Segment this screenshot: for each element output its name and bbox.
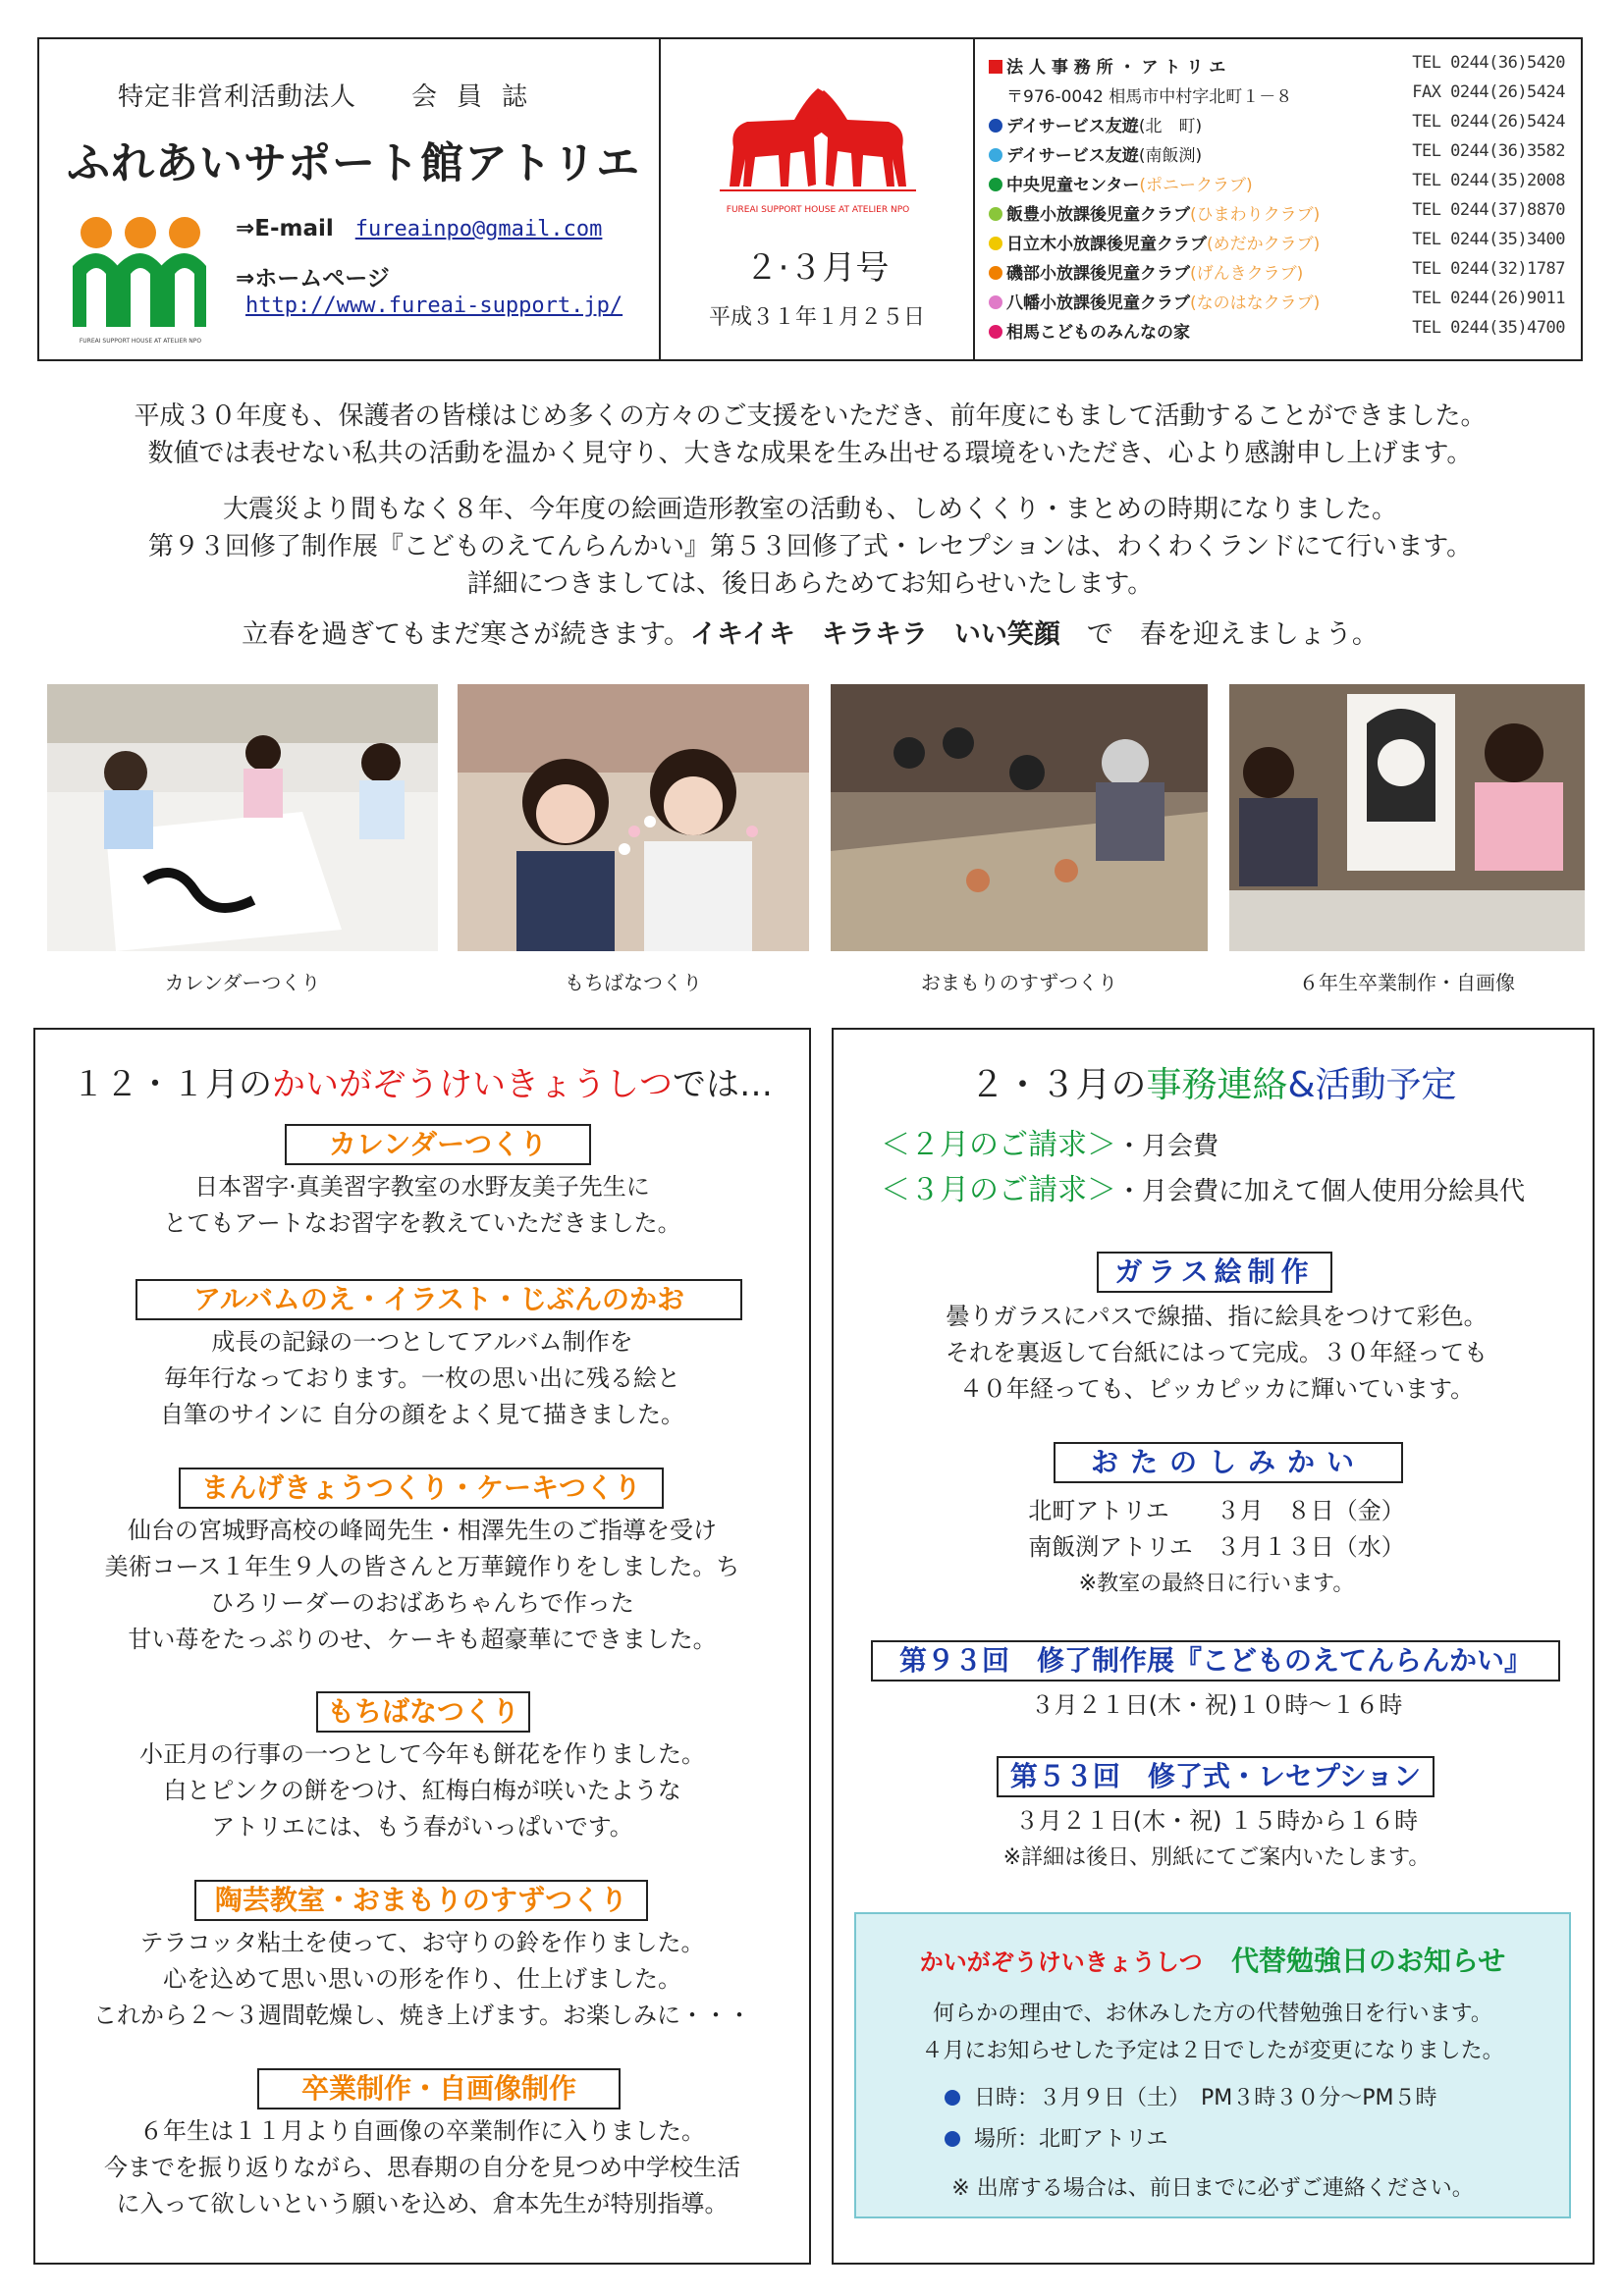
section-text: 日本習字·真美習字教室の水野友美子先生に とてもアートなお習字を教えていただきました。 bbox=[163, 1173, 681, 1237]
bullet-icon bbox=[989, 207, 1002, 221]
directory-row: 八幡小放課後児童クラブ(なのはなクラブ) TEL 0244(26)9011 bbox=[989, 289, 1571, 318]
directory-row: 中央児童センター(ポニークラブ) TEL 0244(35)2008 bbox=[989, 171, 1571, 200]
photo-caption: カレンダーつくり bbox=[164, 971, 321, 994]
section-heading: アルバムのえ・イラスト・じぶんのかお bbox=[135, 1279, 742, 1320]
section-heading: まんげきょうつくり・ケーキつくり bbox=[179, 1468, 664, 1509]
section-text: 小正月の行事の一つとして今年も餅花を作りました。 白とピンクの餅をつけ、紅梅白梅が咲いたような アトリエには、もう春がいっぱいです。 bbox=[139, 1740, 705, 1841]
red-square-icon bbox=[989, 60, 1002, 74]
section-heading: 第９３回 修了制作展『こどものえてんらんかい』 bbox=[871, 1640, 1560, 1682]
activity-report-panel bbox=[33, 1028, 811, 2265]
directory-row: 法 人 事 務 所 ・ ア ト リ エ TEL 0244(36)5420 bbox=[989, 53, 1571, 82]
makeup-class-notice bbox=[854, 1912, 1571, 2218]
activity-report-title: １２・１月のかいがぞうけいきょうしつでは… bbox=[72, 1065, 773, 1104]
homepage-row bbox=[245, 293, 623, 318]
section-text: ３月２１日(木・祝)１０時～１６時 bbox=[1030, 1691, 1403, 1719]
notice-date: 日時：３月９日（土） PM３時３０分～PM５時 bbox=[945, 2081, 1437, 2111]
section-text: ６年生は１１月より自画像の卒業制作に入りました。 今までを振り返りながら、思春期の自分を見つめ中学校生活 に入って欲しいという願いを込め、倉本先生が特別指導。 bbox=[104, 2117, 740, 2217]
photo-self-portrait bbox=[1229, 684, 1585, 951]
email-row bbox=[236, 216, 602, 241]
photo-caption: ６年生卒業制作・自画像 bbox=[1299, 971, 1515, 994]
bullet-icon bbox=[989, 237, 1002, 250]
notice-place: 場所：北町アトリエ bbox=[945, 2122, 1168, 2153]
bullet-icon bbox=[989, 148, 1002, 162]
photo-mochibana bbox=[458, 684, 809, 951]
directory-row: 磯部小放課後児童クラブ(げんきクラブ) TEL 0244(32)1787 bbox=[989, 259, 1571, 289]
bullet-icon bbox=[989, 178, 1002, 191]
intro-paragraph-2: 大震災より間もなく８年、今年度の絵画造形教室の活動も、しめくくり・まとめの時期になりました。 第９３回修了制作展『こどものえてんらんかい』第５３回修了式・レセプションは、わくわくランドにて行います。 詳細につきましては、後日あらためてお知らせいたします。 bbox=[147, 495, 1473, 599]
directory-row: デイサービス友遊(北 町) TEL 0244(26)5424 bbox=[989, 112, 1571, 141]
logo-text: FUREAI SUPPORT HOUSE AT ATELIER NPO bbox=[79, 338, 202, 345]
issue-date: 平成３１年１月２５日 bbox=[708, 305, 925, 330]
homepage-link[interactable]: http://www.fureai-support.jp/ bbox=[245, 294, 623, 318]
org-kind: 特定非営利活動法人 bbox=[118, 82, 357, 112]
section-heading: 卒業制作・自画像制作 bbox=[257, 2068, 621, 2109]
bullet-icon bbox=[989, 295, 1002, 309]
section-heading: 第５３回 修了式・レセプション bbox=[997, 1756, 1435, 1797]
org-name: ふれあいサポート館アトリエ bbox=[67, 138, 641, 188]
section-heading: もちばなつくり bbox=[316, 1691, 530, 1733]
directory-row: デイサービス友遊(南飯渕) TEL 0244(36)3582 bbox=[989, 141, 1571, 171]
homepage-label-row bbox=[236, 260, 390, 293]
homepage-label: ⇒ホームページ bbox=[236, 266, 390, 292]
bullet-icon bbox=[945, 2090, 960, 2106]
section-heading: ガラス絵制作 bbox=[1097, 1252, 1332, 1293]
org-logo bbox=[67, 211, 214, 348]
section-heading: おたのしみかい bbox=[1054, 1442, 1403, 1483]
directory-row: 飯豊小放課後児童クラブ(ひまわりクラブ) TEL 0244(37)8870 bbox=[989, 200, 1571, 230]
issue-number: ２·３月号 bbox=[744, 248, 890, 288]
bullet-icon bbox=[989, 119, 1002, 133]
notice-title: かいがぞうけいきょうしつ 代替勉強日のお知らせ bbox=[919, 1945, 1506, 1977]
masthead-left bbox=[39, 39, 661, 359]
intro-paragraph-3: 立春を過ぎてもまだ寒さが続きます。イキイキ キラキラ いい笑顔 で 春を迎えましょう。 bbox=[242, 619, 1379, 650]
section-text: 成長の記録の一つとしてアルバム制作を 毎年行なっております。一枚の思い出に残る絵と 自筆のサインに 自分の顔をよく見て描きました。 bbox=[160, 1328, 684, 1428]
intro-highlight: イキイキ キラキラ いい笑顔 bbox=[689, 619, 1060, 650]
section-heading: カレンダーつくり bbox=[285, 1124, 591, 1165]
section-text: テラコッタ粘土を使って、お守りの鈴を作りました。 心を込めて思い思いの形を作り、仕上げました。 これから２～３週間乾燥し、焼き上げます。お楽しみに・・・ bbox=[92, 1929, 752, 2029]
notice-text: 何らかの理由で、お休みした方の代替勉強日を行います。 bbox=[933, 2002, 1492, 2026]
billing-february: ＜２月のご請求＞・月会費 bbox=[881, 1128, 1219, 1162]
photo-caption: おまもりのすずつくり bbox=[920, 971, 1118, 994]
email-label: ⇒E-mail bbox=[236, 216, 334, 241]
section-text: 北町アトリエ ３月 ８日（金） 南飯渕アトリエ ３月１３日（水） ※教室の最終日に行います。 bbox=[1028, 1497, 1405, 1596]
org-subtitle: 会員誌 bbox=[411, 82, 548, 112]
horse-caption: FUREAI SUPPORT HOUSE AT ATELIER NPO bbox=[726, 205, 910, 215]
email-link[interactable]: fureainpo@gmail.com bbox=[354, 217, 603, 241]
org-type-line bbox=[118, 77, 547, 113]
bullet-icon bbox=[989, 325, 1002, 339]
notice-note: ※ 出席する場合は、前日までに必ずご連絡ください。 bbox=[951, 2176, 1474, 2201]
horse-logo bbox=[700, 69, 936, 226]
notice-text: ４月にお知らせした予定は２日でしたが変更になりました。 bbox=[921, 2039, 1504, 2063]
photo-omamori bbox=[831, 684, 1208, 951]
masthead-center bbox=[661, 39, 975, 359]
photo-calendar bbox=[47, 684, 438, 951]
directory-row: 〒976-0042 相馬市中村字北町１－８ FAX 0244(26)5424 bbox=[1006, 82, 1565, 107]
bullet-icon bbox=[989, 266, 1002, 280]
section-text: 曇りガラスにパスで線描、指に絵具をつけて彩色。 それを裏返して台紙にはって完成。３０年経っても ４０年経っても、ピッカピッカに輝いています。 bbox=[946, 1303, 1488, 1403]
masthead bbox=[37, 37, 1583, 361]
billing-march: ＜３月のご請求＞・月会費に加えて個人使用分絵具代 bbox=[881, 1173, 1526, 1207]
section-text: ３月２１日(木・祝) １５時から１６時 ※詳細は後日、別紙にてご案内いたします。 bbox=[1002, 1807, 1431, 1870]
bullet-icon bbox=[945, 2131, 960, 2147]
schedule-title: ２・３月の事務連絡&活動予定 bbox=[969, 1065, 1457, 1105]
section-heading: 陶芸教室・おまもりのすずつくり bbox=[194, 1880, 648, 1921]
section-text: 仙台の宮城野高校の峰岡先生・相澤先生のご指導を受け 美術コース１年生９人の皆さんと万華鏡作りをしました。ち ひろリーダーのおばあちゃんちで作った 甘い苺をたっぷりのせ、ケーキも超豪華にできました。 bbox=[104, 1517, 740, 1653]
intro-paragraph-1: 平成３０年度も、保護者の皆様はじめ多くの方々のご支援をいただき、前年度にもまして活動することができました。 数値では表せない私共の活動を温かく見守り、大きな成果を生み出せる環境をいただき、心より感謝申し上げます。 bbox=[134, 401, 1487, 468]
facility-directory bbox=[975, 39, 1581, 359]
directory-row: 相馬こどものみんなの家 TEL 0244(35)4700 bbox=[989, 318, 1571, 347]
photo-caption: もちばなつくり bbox=[565, 971, 702, 994]
directory-row: 日立木小放課後児童クラブ(めだかクラブ) TEL 0244(35)3400 bbox=[989, 230, 1571, 259]
